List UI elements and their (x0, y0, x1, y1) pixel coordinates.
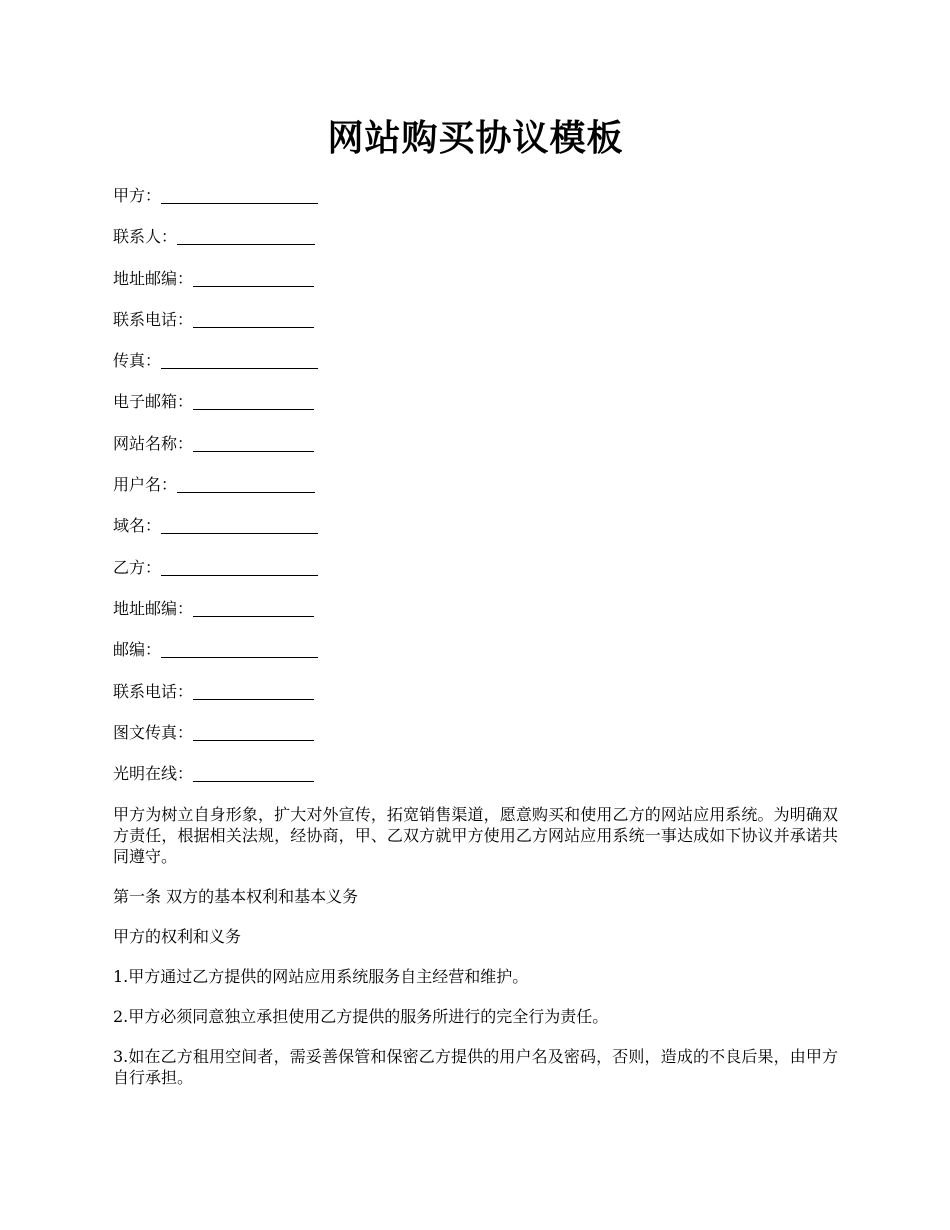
field-party-b (113, 558, 838, 578)
field-label: 地址邮编： (113, 598, 194, 618)
fill-in-blank (161, 559, 318, 576)
field-graphic-fax (113, 723, 838, 743)
fill-in-blank (161, 517, 318, 534)
field-label: 地址邮编： (113, 268, 194, 288)
field-label: 图文传真： (113, 722, 194, 742)
field-label: 乙方： (113, 557, 162, 577)
field-label: 电子邮箱： (113, 392, 194, 412)
field-phone (113, 310, 838, 330)
field-postcode (113, 640, 838, 660)
field-label: 传真： (113, 351, 162, 371)
fill-in-blank (161, 352, 318, 369)
fill-in-blank (193, 765, 314, 782)
fill-in-blank (177, 228, 315, 245)
fill-in-blank (161, 641, 318, 658)
fill-in-blank (193, 683, 314, 700)
field-guangming-online (113, 764, 838, 784)
article-heading: 第一条 双方的基本权利和基本义务 (113, 887, 359, 907)
field-label: 联系电话： (113, 309, 194, 329)
clause-paragraph: 3.如在乙方租用空间者，需妥善保管和保密乙方提供的用户名及密码，否则，造成的不良后果，由甲方自行承担。 (113, 1047, 838, 1088)
fill-in-blank (193, 311, 314, 328)
field-contact-person (113, 227, 838, 247)
fill-in-blank (193, 435, 314, 452)
field-party-a (113, 186, 838, 206)
fill-in-blank (193, 393, 314, 410)
field-label: 域名： (113, 516, 162, 536)
section-heading: 甲方的权利和义务 (113, 927, 242, 947)
fill-in-blank (161, 187, 318, 204)
field-label: 邮编： (113, 640, 162, 660)
document-title: 网站购买协议模板 (327, 117, 624, 159)
field-label: 光明在线： (113, 764, 194, 784)
clause-paragraph: 1.甲方通过乙方提供的网站应用系统服务自主经营和维护。 (113, 967, 529, 987)
field-website-name (113, 434, 838, 454)
field-label: 联系人： (113, 227, 178, 247)
field-fax (113, 351, 838, 371)
field-label: 用户名： (113, 475, 178, 495)
fill-in-blank (193, 724, 314, 741)
field-address-postcode-b (113, 599, 838, 619)
field-label: 联系电话： (113, 681, 194, 701)
fill-in-blank (177, 476, 315, 493)
field-username (113, 475, 838, 495)
field-email (113, 392, 838, 412)
field-domain (113, 516, 838, 536)
field-label: 甲方： (113, 186, 162, 205)
field-phone-b (113, 682, 838, 702)
fill-in-blank (193, 600, 314, 617)
field-label: 网站名称： (113, 433, 194, 453)
field-address-postcode (113, 269, 838, 289)
fill-in-blank (193, 270, 314, 287)
clause-paragraph: 2.甲方必须同意独立承担使用乙方提供的服务所进行的完全行为责任。 (113, 1007, 609, 1027)
preamble-paragraph: 甲方为树立自身形象，扩大对外宣传，拓宽销售渠道，愿意购买和使用乙方的网站应用系统。为明确双方责任，根据相关法规，经协商，甲、乙双方就甲方使用乙方网站应用系统一事达成如下协议并承诺共同遵守。 (113, 805, 838, 867)
